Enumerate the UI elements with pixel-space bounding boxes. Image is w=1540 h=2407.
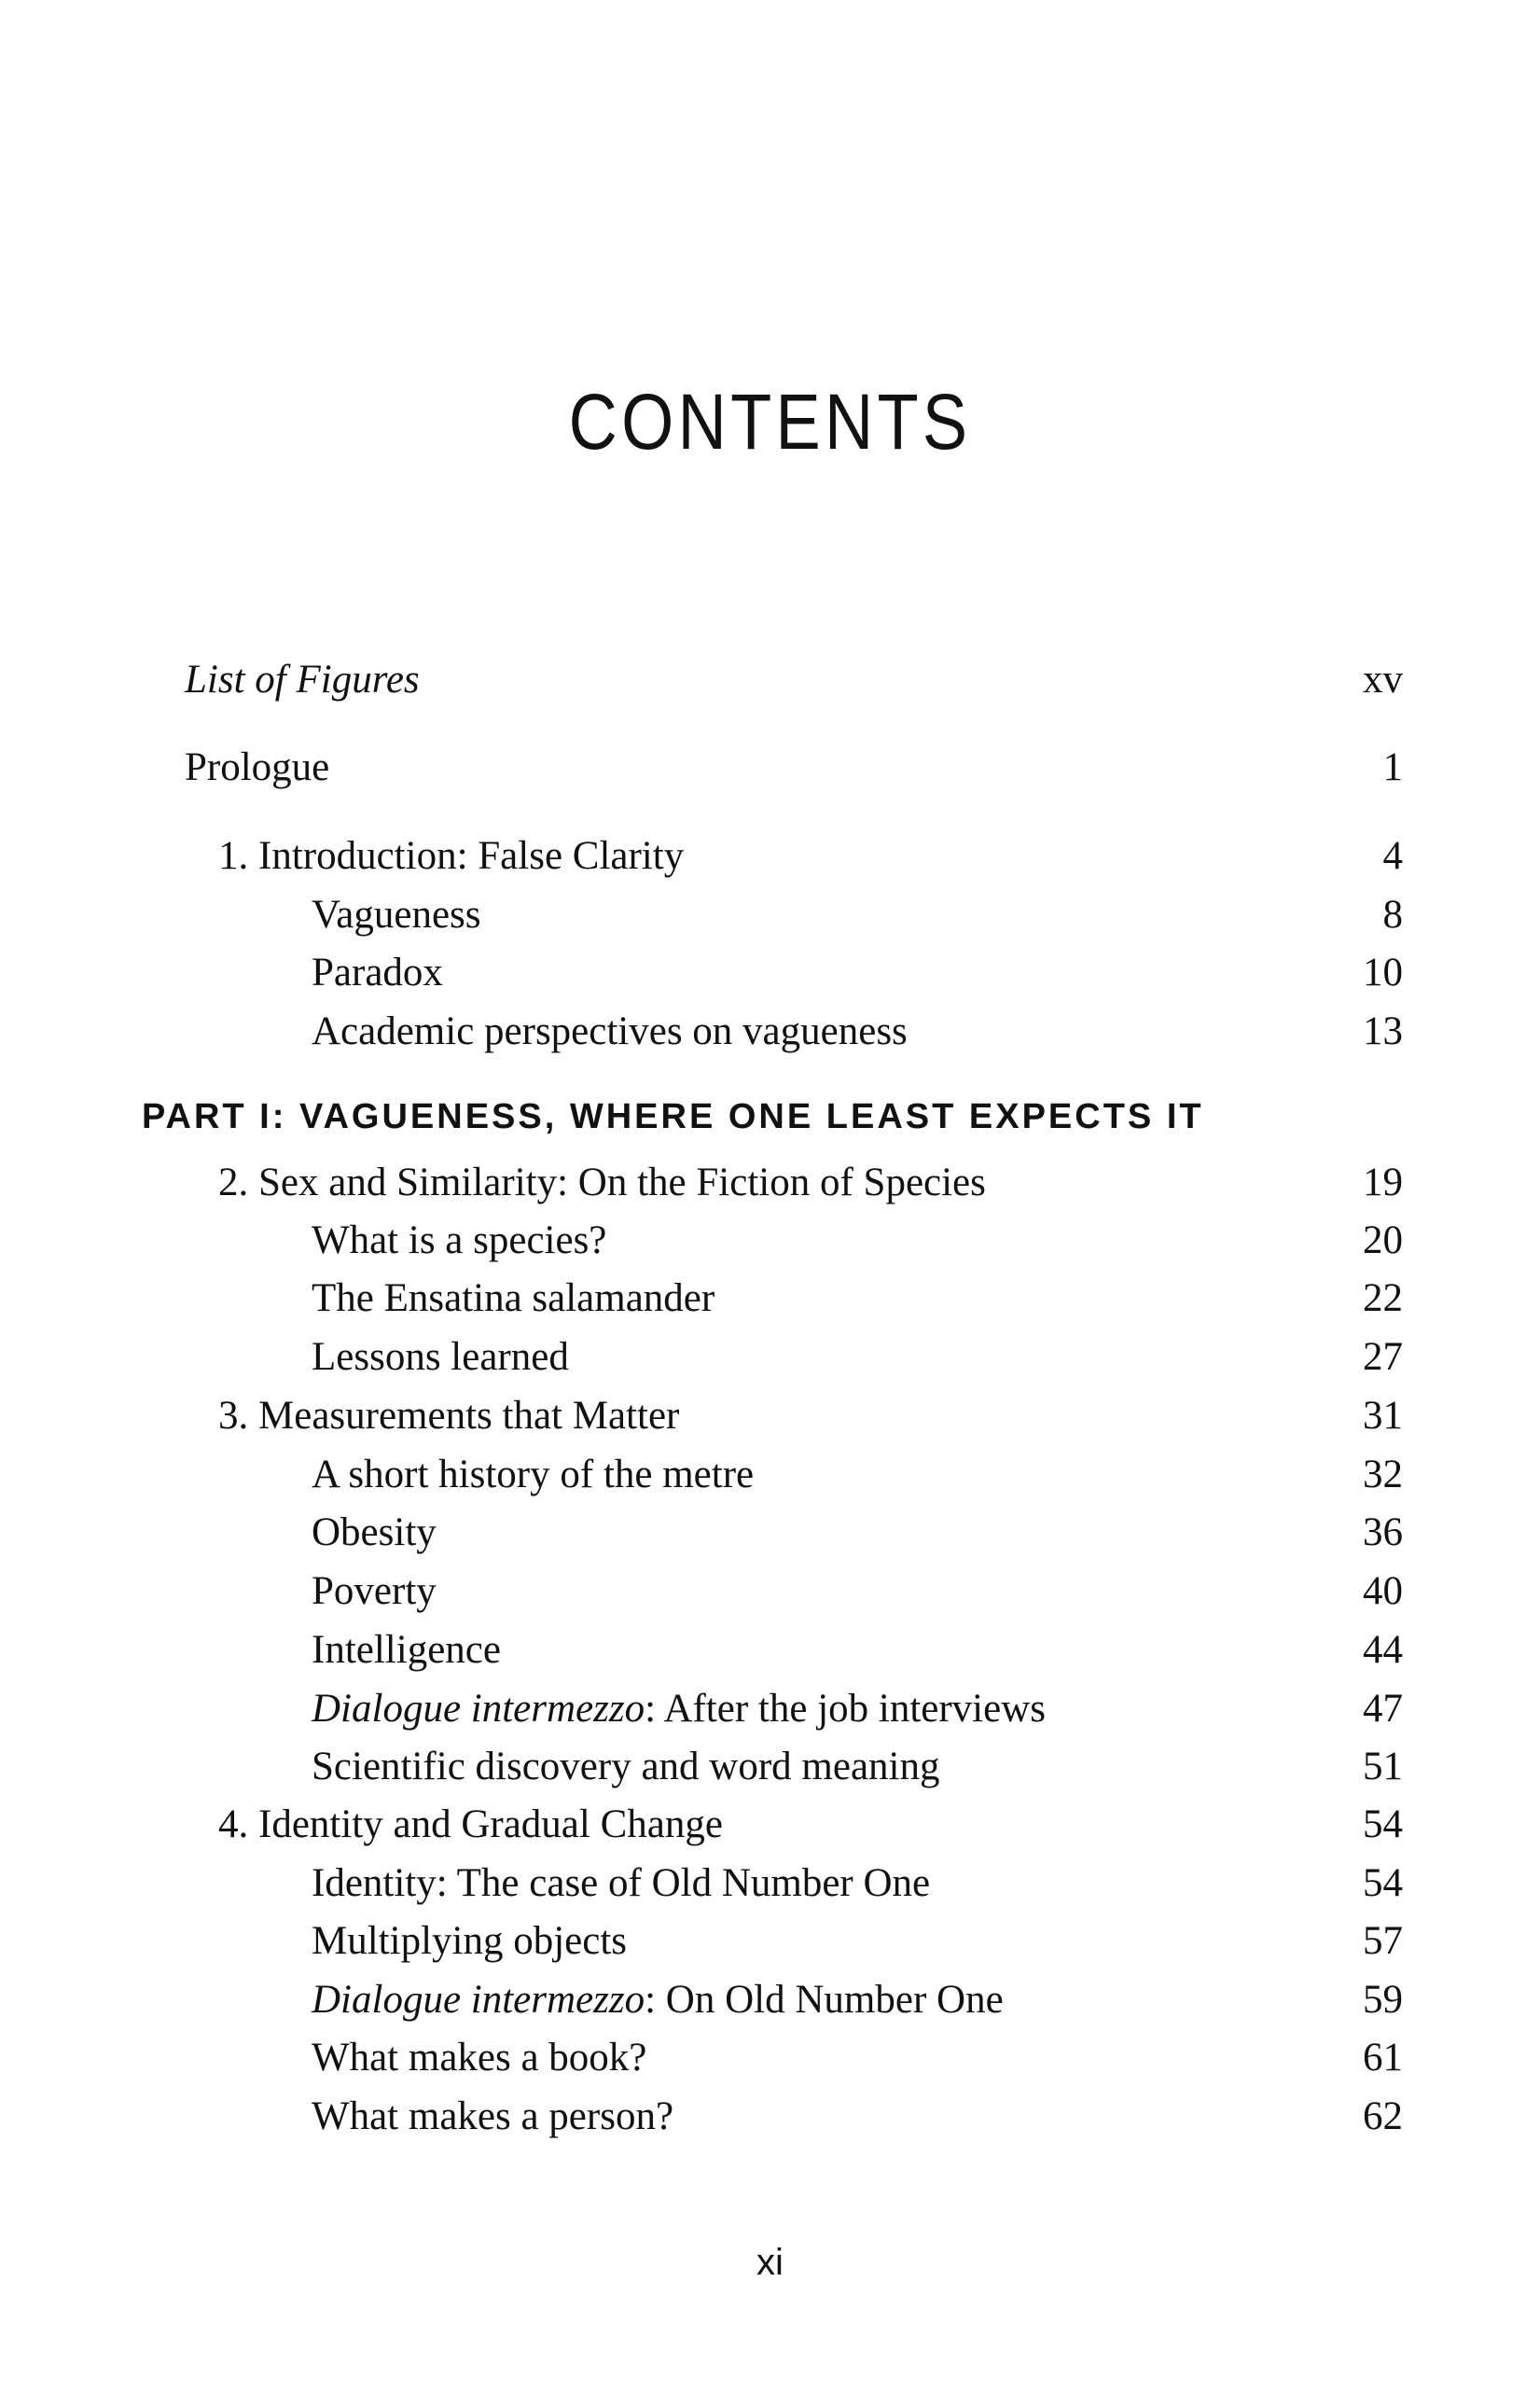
toc-section[interactable] [312,2089,1403,2145]
page-folio: xi [756,2242,784,2283]
toc-section[interactable] [312,1681,1403,1737]
part-heading: PART I: VAGUENESS, WHERE ONE LEAST EXPECTS IT [142,1097,1204,1136]
toc-section-label: Scientific discovery and word meaning [312,1745,940,1788]
toc-section[interactable] [312,1004,1403,1060]
toc-entry-page: 20 [1363,1218,1403,1262]
chapter-number: 3. [218,1394,249,1438]
chapter-number: 1. [218,834,249,878]
toc-chapter-title [218,1155,986,1211]
toc-entry-label: Prologue [185,745,330,789]
toc-section-label: The Ensatina salamander [312,1276,715,1320]
toc-section-label: Identity: The case of Old Number One [312,1861,931,1905]
toc-chapter-1[interactable] [218,828,1403,884]
toc-section-label: Poverty [312,1569,437,1613]
chapter-title: Measurements that Matter [258,1394,680,1438]
toc-section[interactable] [312,1856,1403,1912]
toc-entry-page: 51 [1363,1745,1403,1788]
toc-chapter-3[interactable] [218,1388,1403,1444]
toc-entry-page: 22 [1363,1276,1403,1320]
toc-section[interactable] [312,1271,1403,1327]
toc-section-label: Obesity [312,1510,437,1554]
toc-entry-prologue[interactable] [185,740,1403,796]
toc-chapter-title [218,1797,723,1853]
toc-section[interactable] [312,1213,1403,1269]
toc-entry-page: 62 [1363,2094,1403,2138]
toc-section-label: Paradox [312,951,443,995]
toc-section[interactable] [312,2030,1403,2086]
toc-section-label [312,1972,1004,2028]
toc-entry-page: 8 [1382,893,1403,937]
toc-entry-page: 32 [1363,1453,1403,1496]
toc-section-label: Academic perspectives on vagueness [312,1009,908,1053]
toc-entry-page: 59 [1363,1978,1403,2022]
toc-entry-page: 44 [1363,1628,1403,1672]
dialogue-intermezzo-label: Dialogue intermezzo [312,1687,645,1731]
toc-entry-page: xv [1363,658,1403,702]
page-title: CONTENTS [568,378,972,466]
toc-entry-page: 1 [1382,745,1403,789]
toc-section[interactable] [312,1447,1403,1503]
dialogue-intermezzo-label: Dialogue intermezzo [312,1978,645,2022]
toc-entry-label: List of Figures [185,658,420,702]
toc-section[interactable] [312,945,1403,1001]
toc-section[interactable] [312,1329,1403,1385]
toc-section-label: What makes a book? [312,2036,647,2080]
toc-entry-list-of-figures[interactable] [185,652,1403,708]
toc-section[interactable] [312,1505,1403,1561]
toc-section[interactable] [312,1739,1403,1795]
toc-section[interactable] [312,1972,1403,2028]
chapter-number: 2. [218,1161,249,1204]
toc-section-label: Intelligence [312,1628,501,1672]
chapter-title: Introduction: False Clarity [258,834,685,878]
toc-chapter-title [218,1388,679,1444]
toc-chapter-2[interactable] [218,1155,1403,1211]
toc-entry-page: 40 [1363,1569,1403,1613]
chapter-title: Identity and Gradual Change [258,1802,723,1846]
toc-chapter-title [218,828,684,884]
toc-section-label-rest: : On Old Number One [645,1978,1004,2022]
toc-entry-page: 19 [1363,1161,1403,1204]
toc-section[interactable] [312,887,1403,943]
toc-section[interactable] [312,1913,1403,1969]
toc-entry-page: 57 [1363,1919,1403,1963]
toc-entry-page: 47 [1363,1687,1403,1731]
toc-entry-page: 36 [1363,1510,1403,1554]
toc-section-label: What is a species? [312,1218,607,1262]
toc-section-label: A short history of the metre [312,1453,755,1496]
toc-section[interactable] [312,1564,1403,1620]
toc-section-label: Multiplying objects [312,1919,628,1963]
toc-section[interactable] [312,1622,1403,1678]
chapter-number: 4. [218,1802,249,1846]
toc-entry-page: 27 [1363,1335,1403,1379]
toc-section-label: Lessons learned [312,1335,569,1379]
toc-entry-page: 61 [1363,2036,1403,2080]
toc-entry-page: 4 [1382,834,1403,878]
toc-section-label [312,1681,1046,1737]
toc-entry-page: 31 [1363,1394,1403,1438]
toc-entry-page: 13 [1363,1009,1403,1053]
toc-section-label: Vagueness [312,893,481,937]
chapter-title: Sex and Similarity: On the Fiction of Species [258,1161,986,1204]
toc-section-label-rest: : After the job interviews [645,1687,1047,1731]
toc-chapter-4[interactable] [218,1797,1403,1853]
toc-entry-page: 54 [1363,1802,1403,1846]
toc-entry-page: 54 [1363,1861,1403,1905]
toc-section-label: What makes a person? [312,2094,674,2138]
toc-entry-page: 10 [1363,951,1403,995]
